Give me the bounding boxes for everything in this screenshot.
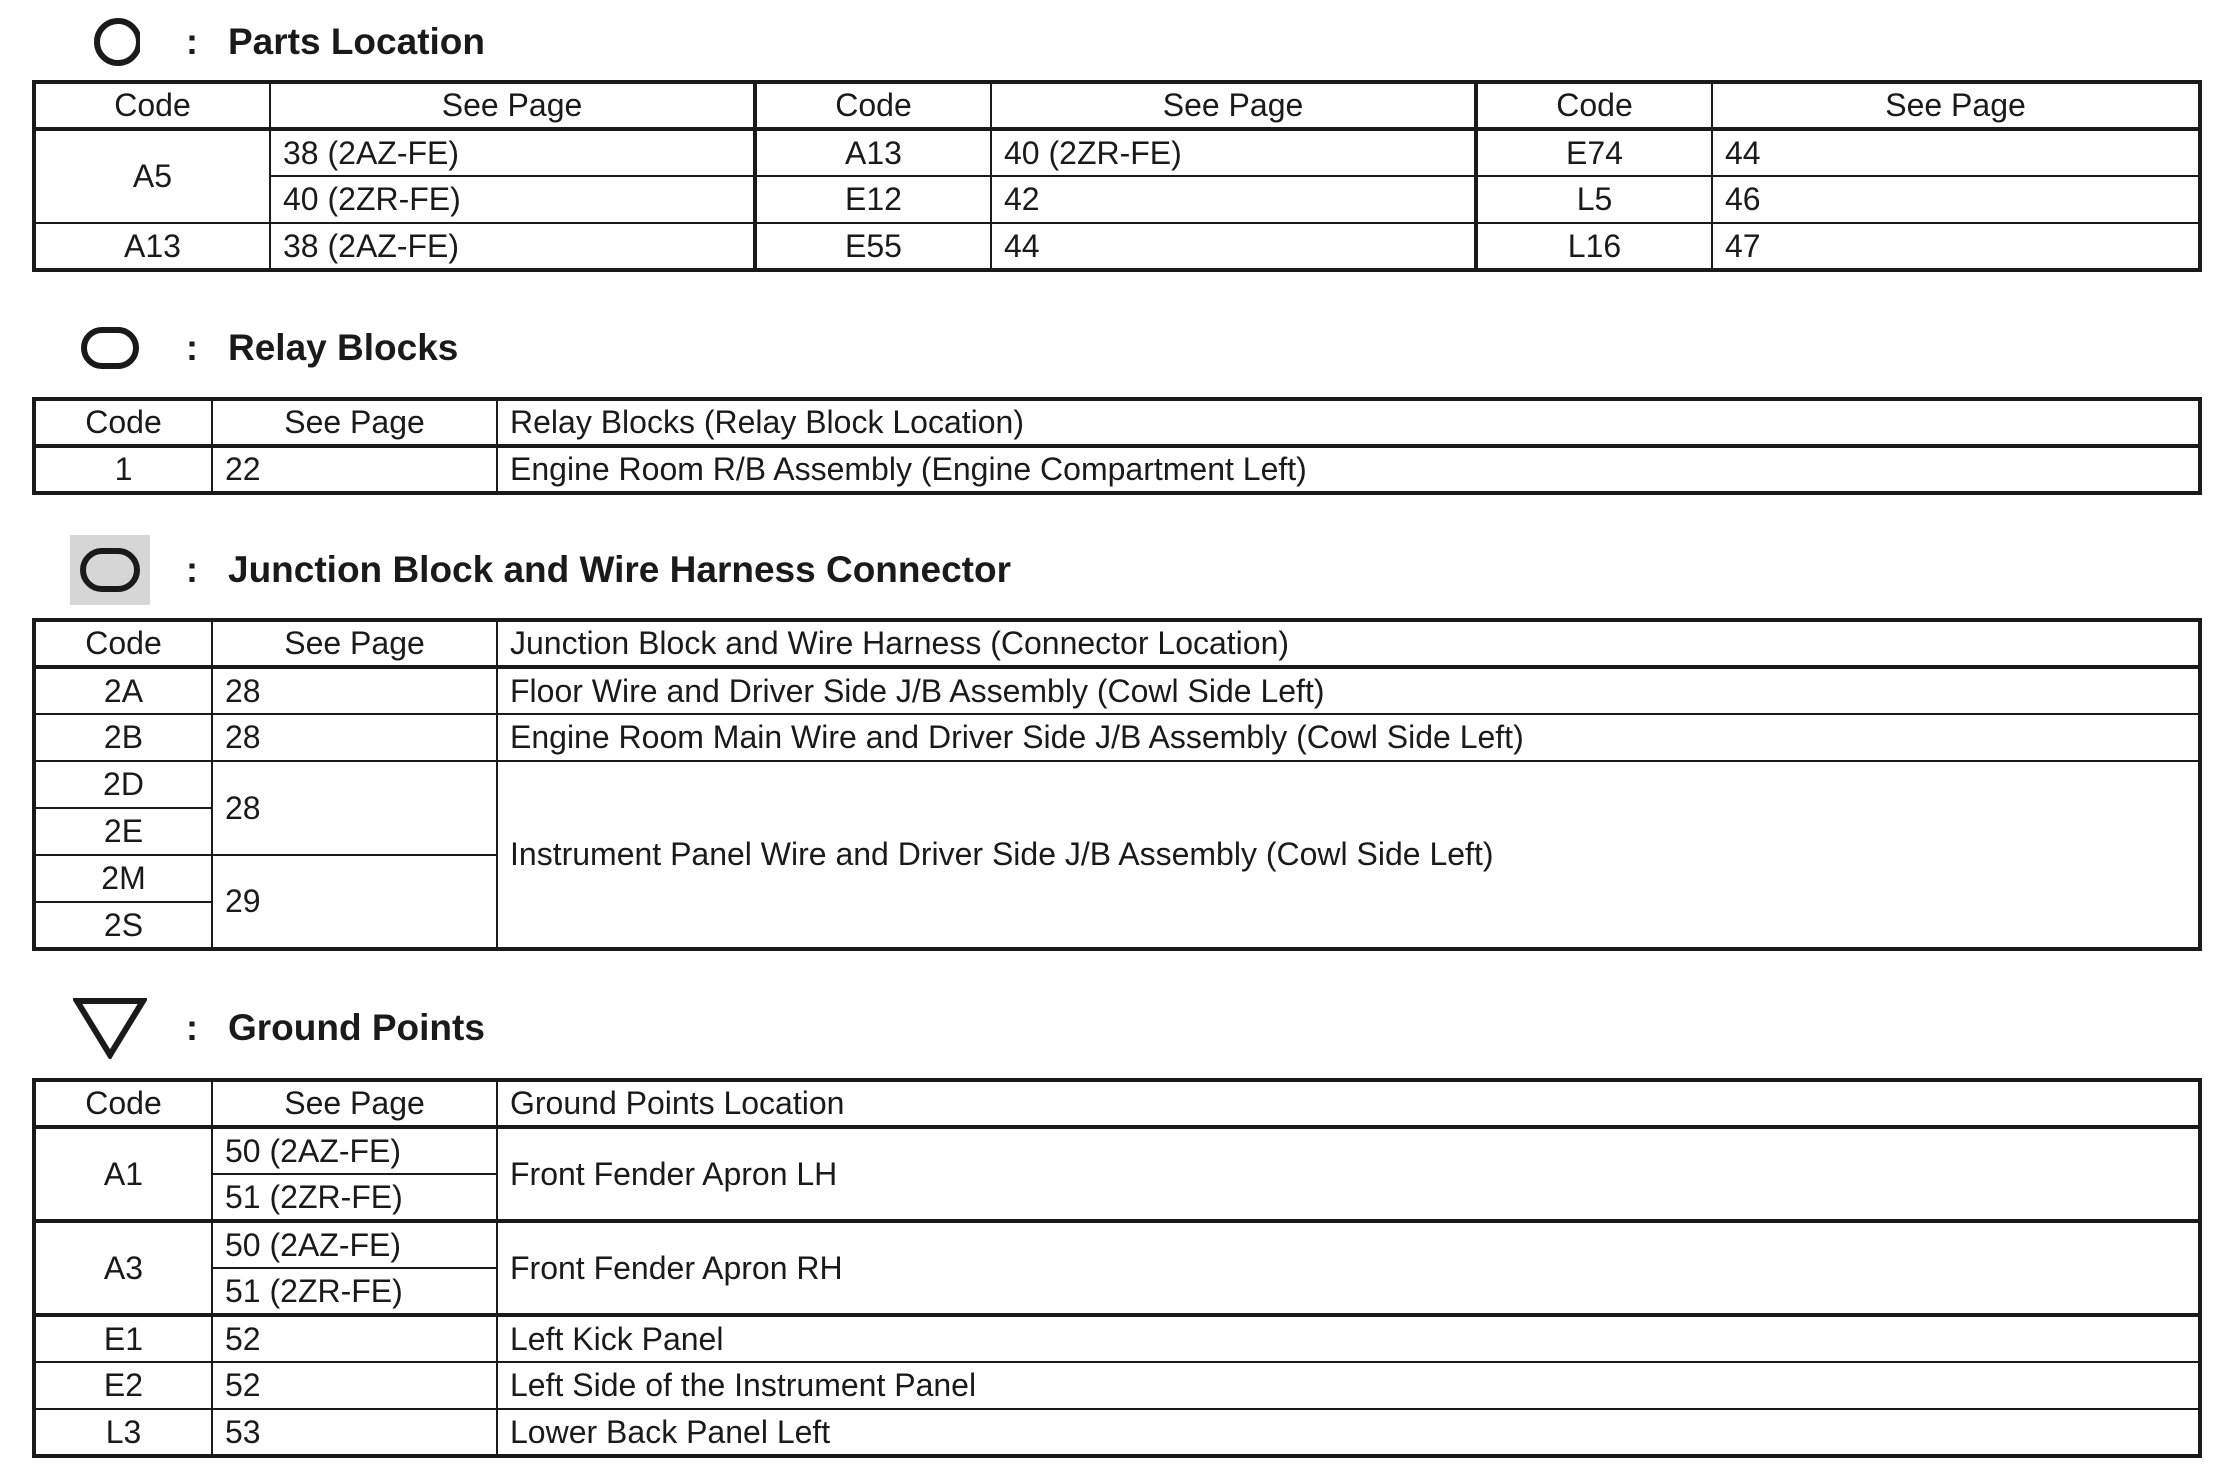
page-cell: 28 (212, 714, 497, 761)
column-header-see-page: See Page (991, 82, 1476, 129)
description-cell: Front Fender Apron RH (497, 1221, 2200, 1315)
page-cell: 47 (1712, 223, 2200, 270)
section-title: Relay Blocks (228, 327, 459, 368)
page-cell: 50 (2AZ-FE) (212, 1221, 497, 1268)
code-cell: 2E (34, 808, 212, 855)
description-cell: Engine Room Main Wire and Driver Side J/B Assembly (Cowl Side Left) (497, 714, 2200, 761)
column-header-see-page: See Page (212, 1080, 497, 1127)
heading-colon: : (186, 1007, 198, 1048)
page-cell: 52 (212, 1315, 497, 1362)
shaded-rounded-rectangle-icon (65, 540, 155, 600)
page-cell: 44 (1712, 129, 2200, 176)
code-cell: A13 (755, 129, 991, 176)
table-row (34, 1315, 2200, 1362)
column-header-see-page: See Page (212, 620, 497, 667)
column-header-see-page: See Page (270, 82, 755, 129)
page-cell: 53 (212, 1409, 497, 1456)
code-cell: L16 (1476, 223, 1712, 270)
code-cell: L3 (34, 1409, 212, 1456)
section-title: Ground Points (228, 1007, 485, 1048)
description-cell: Instrument Panel Wire and Driver Side J/B Assembly (Cowl Side Left) (497, 761, 2200, 949)
code-cell: A1 (34, 1127, 212, 1221)
column-header-code: Code (34, 1080, 212, 1127)
table-row (34, 1409, 2200, 1456)
circle-icon (65, 12, 155, 72)
code-cell: 1 (34, 446, 212, 493)
page-cell: 22 (212, 446, 497, 493)
column-header-see-page: See Page (212, 399, 497, 446)
parts-location-table (32, 80, 2202, 272)
table-row (34, 714, 2200, 761)
code-cell: A13 (34, 223, 270, 270)
code-cell: A3 (34, 1221, 212, 1315)
heading-colon: : (186, 21, 198, 62)
page-cell: 29 (212, 855, 497, 949)
page-cell: 38 (2AZ-FE) (270, 223, 755, 270)
description-cell: Engine Room R/B Assembly (Engine Compartment Left) (497, 446, 2200, 493)
table-row (34, 223, 2200, 270)
section-title: Junction Block and Wire Harness Connector (228, 549, 1011, 590)
description-cell: Front Fender Apron LH (497, 1127, 2200, 1221)
page-cell: 40 (2ZR-FE) (270, 176, 755, 223)
page-cell: 46 (1712, 176, 2200, 223)
column-header-code: Code (34, 620, 212, 667)
column-header-description: Ground Points Location (497, 1080, 2200, 1127)
description-cell: Floor Wire and Driver Side J/B Assembly (Cowl Side Left) (497, 667, 2200, 714)
table-row (34, 129, 2200, 176)
page-cell: 38 (2AZ-FE) (270, 129, 755, 176)
table-row (34, 1127, 2200, 1174)
column-header-see-page: See Page (1712, 82, 2200, 129)
code-cell: E2 (34, 1362, 212, 1409)
code-cell: 2D (34, 761, 212, 808)
column-header-description: Junction Block and Wire Harness (Connector Location) (497, 620, 2200, 667)
page-cell: 50 (2AZ-FE) (212, 1127, 497, 1174)
table-row (34, 1362, 2200, 1409)
table-row (34, 446, 2200, 493)
description-cell: Lower Back Panel Left (497, 1409, 2200, 1456)
page-cell: 44 (991, 223, 1476, 270)
column-header-description: Relay Blocks (Relay Block Location) (497, 399, 2200, 446)
page-cell: 52 (212, 1362, 497, 1409)
triangle-down-icon (65, 998, 155, 1058)
code-cell: 2S (34, 902, 212, 949)
page-cell: 28 (212, 761, 497, 855)
page-cell: 40 (2ZR-FE) (991, 129, 1476, 176)
page-cell: 28 (212, 667, 497, 714)
heading-colon: : (186, 327, 198, 368)
heading-colon: : (186, 549, 198, 590)
code-cell: 2B (34, 714, 212, 761)
page-cell: 51 (2ZR-FE) (212, 1268, 497, 1315)
page-cell: 51 (2ZR-FE) (212, 1174, 497, 1221)
code-cell: L5 (1476, 176, 1712, 223)
code-cell: 2M (34, 855, 212, 902)
code-cell: E74 (1476, 129, 1712, 176)
table-row (34, 761, 2200, 808)
column-header-code: Code (1476, 82, 1712, 129)
relay-blocks-table (32, 397, 2202, 495)
table-row (34, 667, 2200, 714)
section-title: Parts Location (228, 21, 485, 62)
column-header-code: Code (755, 82, 991, 129)
column-header-code: Code (34, 399, 212, 446)
code-cell: E55 (755, 223, 991, 270)
rounded-rectangle-icon (65, 318, 155, 378)
page-cell: 42 (991, 176, 1476, 223)
code-cell: 2A (34, 667, 212, 714)
table-row (34, 1221, 2200, 1268)
code-cell: E1 (34, 1315, 212, 1362)
code-cell: A5 (34, 129, 270, 223)
junction-block-table (32, 618, 2202, 951)
table-row (34, 176, 2200, 223)
code-cell: E12 (755, 176, 991, 223)
column-header-code: Code (34, 82, 270, 129)
description-cell: Left Kick Panel (497, 1315, 2200, 1362)
description-cell: Left Side of the Instrument Panel (497, 1362, 2200, 1409)
ground-points-table (32, 1078, 2202, 1458)
